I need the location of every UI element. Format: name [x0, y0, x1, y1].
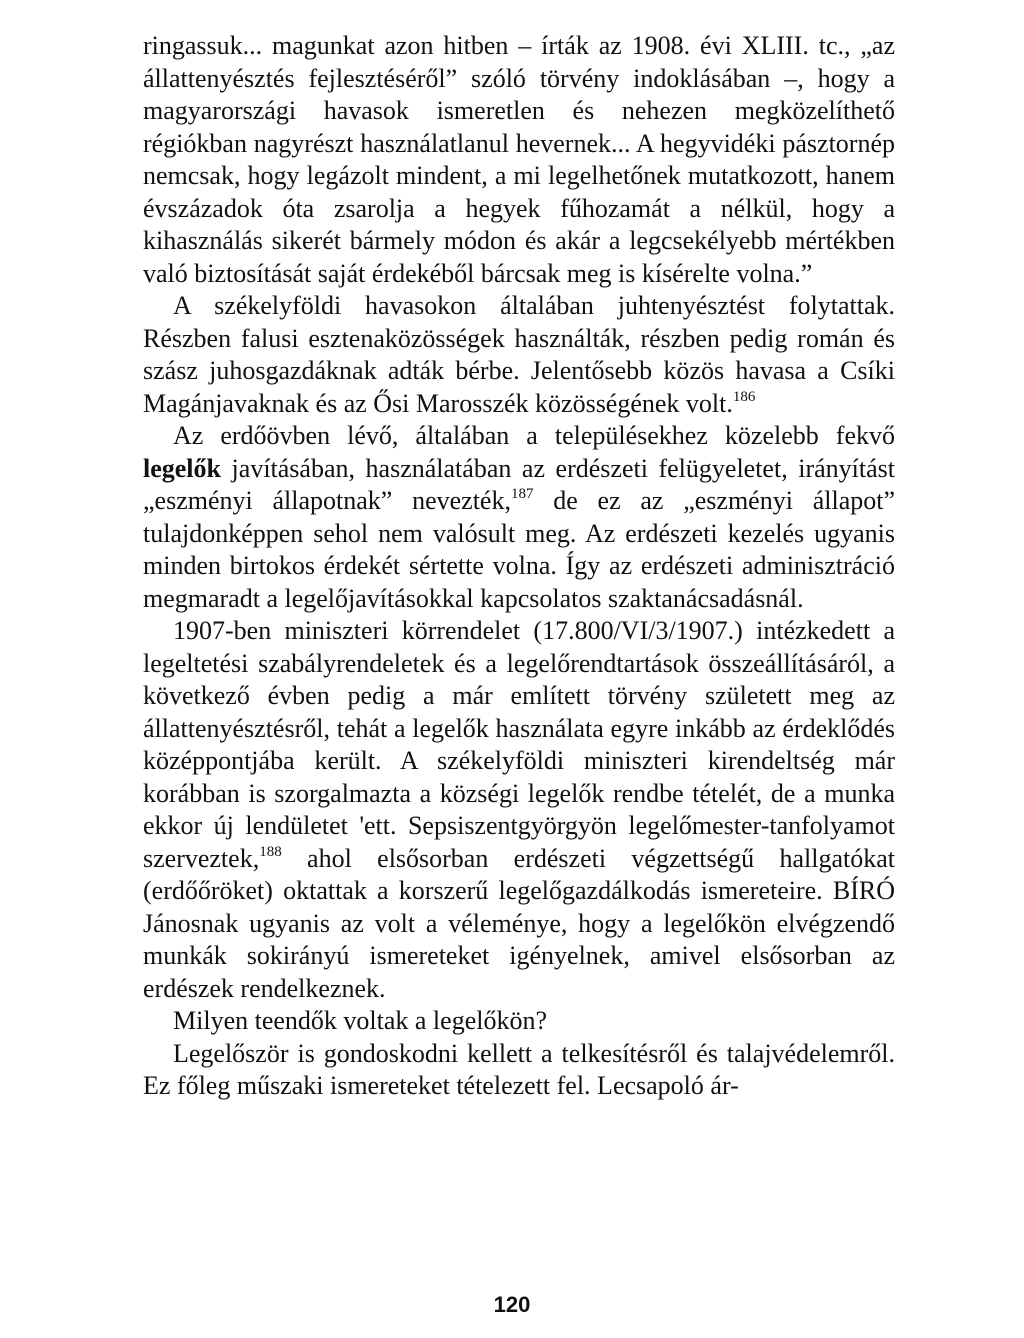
paragraph-1: ringassuk... magunkat azon hitben – írták az 1908. évi XLIII. tc., „az állattenyésztés fejlesztéséről” szóló törvény indoklásában –, hogy a magyarországi havasok ismeretlen és nehezen megközelíthető régiókban nagyrészt használatlanul hevernek... A hegyvidéki pásztornép nemcsak, hogy legázolt mindent, a mi legelhetőnek mutatkozott, hanem évszázadok óta zsarolja a hegyek fűhozamát a nélkül, hogy a kihasználás sikerét bármely módon és akár a legcsekélyebb mértékben való biztosítását saját érdekéből bárcsak meg is kísérelte volna.” — [143, 31, 895, 288]
paragraph-2 — [143, 290, 895, 420]
footnote-ref-187: 187 — [510, 486, 534, 502]
paragraph-2-text: A székelyföldi havasokon általában juhtenyésztést folytattak. Részben falusi esztenaközösségek használták, részben pedig román és szász juhosgazdáknak adták bérbe. Jelentősebb közös havasa a Csíki Magánjavaknak és az Ősi Marosszék közösségének volt. — [143, 291, 895, 418]
paragraph-3-bold-term: legelők — [143, 453, 221, 483]
document-body — [143, 30, 895, 1103]
paragraph-5: Milyen teendők voltak a legelőkön? — [173, 1006, 548, 1035]
paragraph-3-text-b: javításában, használatában az erdészeti felügyeletet, irányítást „eszményi állapotnak” nevezték, — [143, 453, 895, 515]
footnote-ref-186: 186 — [732, 388, 756, 405]
page-number: 120 — [493, 1292, 531, 1317]
paragraph-4-text-a: 1907-ben miniszteri körrendelet (17.800/VI/3/1907.) intézkedett a legeltetési szabályrendeletek és a legelőrendtartások összeállításáról, a következő évben pedig a már említett törvény született meg az állattenyésztésről, tehát a legelők használata egyre inkább az érdeklődés középpontjába került. A székelyföldi miniszteri kirendeltség már korábban is szorgalmazta a községi legelők rendbe tételét, de a munka ekkor új lendületet 'ett. Sepsiszentgyörgyön legelőmester-tanfolyamot szerveztek, — [143, 616, 895, 873]
paragraph-4 — [143, 615, 895, 1005]
paragraph-4-text-b: ahol elsősorban erdészeti végzettségű hallgatókat (erdőőröket) oktattak a korszerű legelőgazdálkodás ismereteire. BÍRÓ Jánosnak ugyanis az volt a véleménye, hogy a legelőkön elvégzendő munkák sokirányú ismereteket igényelnek, amivel elsősorban az erdészek rendelkeznek. — [143, 843, 895, 1003]
paragraph-3-text-c: de ez az „eszményi állapot” tulajdonképpen sehol nem valósult meg. Az erdészeti kezelés ugyanis minden birtokos érdekét sértette volna. Így az erdészeti adminisztráció megmaradt a legelőjavításokkal kapcsolatos szaktanácsadásnál. — [143, 486, 895, 613]
paragraph-3-text-a: Az erdőövben lévő, általában a településekhez közelebb fekvő — [173, 421, 895, 450]
footnote-ref-188: 188 — [259, 843, 282, 860]
paragraph-3 — [143, 420, 895, 615]
paragraph-6: Legelőször is gondoskodni kellett a telkesítésről és talajvédelemről. Ez főleg műszaki ismereteket tételezett fel. Lecsapoló ár- — [143, 1038, 895, 1100]
